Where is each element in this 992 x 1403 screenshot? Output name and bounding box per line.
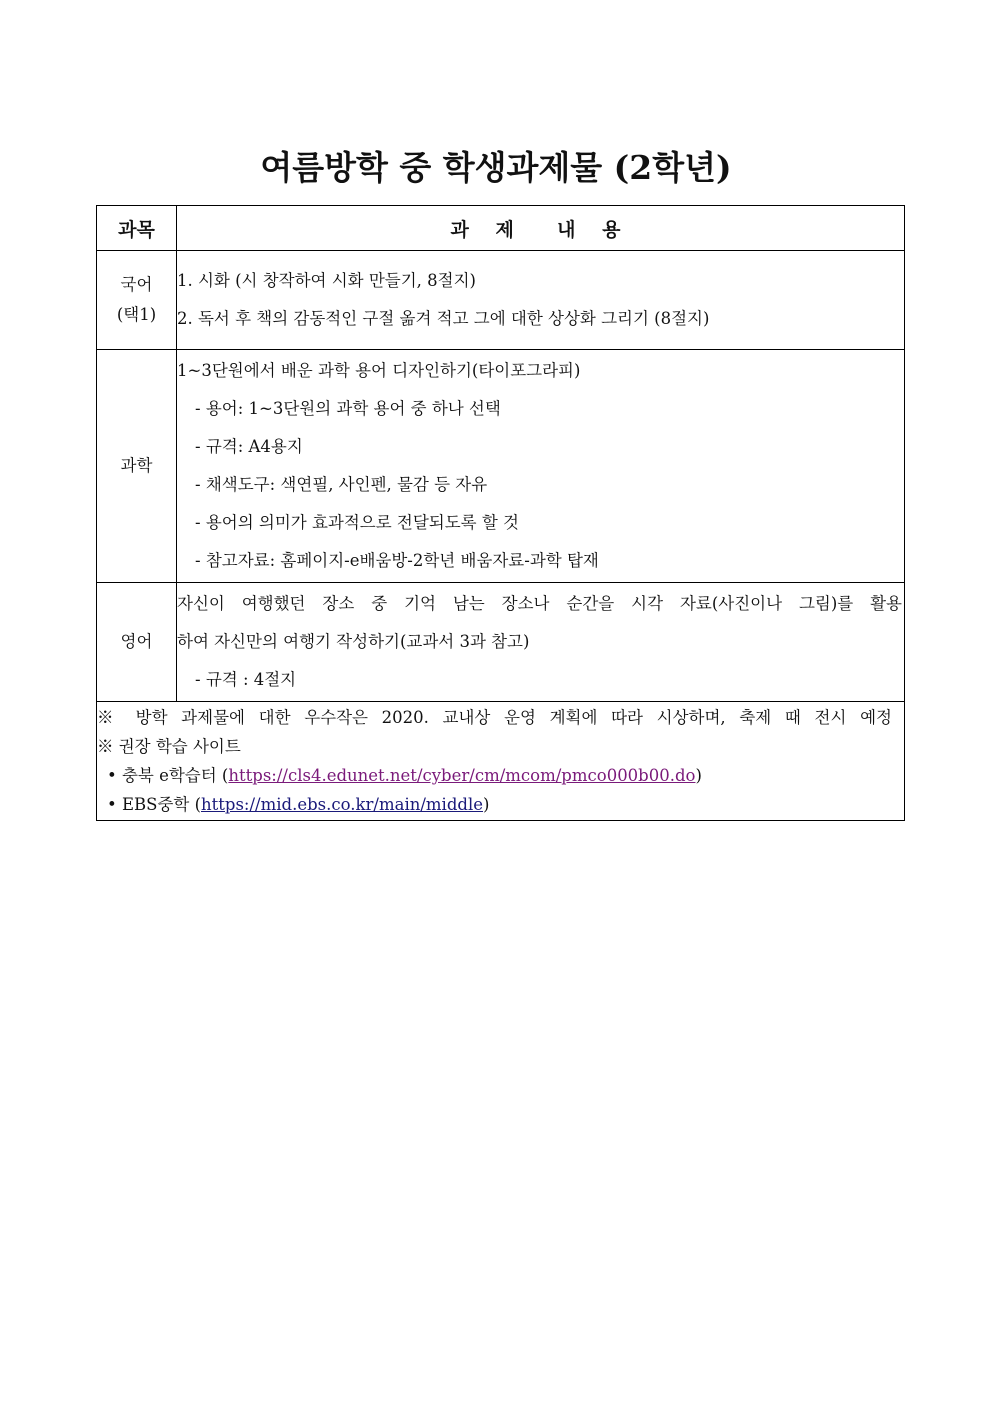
header-subject: 과목: [97, 206, 177, 251]
content-cell: [177, 251, 905, 350]
subject-cell: [97, 251, 177, 350]
content-line: 1~3단원에서 배운 과학 용어 디자인하기(타이포그라피): [177, 361, 581, 380]
content-cell: [177, 583, 905, 702]
header-content: 과 제 내 용: [177, 206, 905, 251]
table-row-korean: [97, 251, 905, 350]
content-line: - 규격 : 4절지: [195, 670, 297, 689]
site-item: [97, 761, 904, 790]
notes-line: ※ 권장 학습 사이트: [97, 737, 241, 756]
subject-cell: [97, 350, 177, 583]
subject-label: 영어: [120, 632, 153, 651]
content-line: 1. 시화 (시 창작하여 시화 만들기, 8절지): [177, 271, 476, 290]
subject-note: (택1): [116, 305, 157, 324]
assignment-table: [96, 205, 905, 821]
subject-cell: [97, 583, 177, 702]
site-item: [97, 790, 904, 819]
content-cell: [177, 350, 905, 583]
notes-line: ※ 방학 과제물에 대한 우수작은 2020. 교내상 운영 계획에 따라 시상하며, 축제 때 전시 예정: [97, 708, 892, 727]
table-header-row: [97, 206, 905, 251]
site-label: • 충북 e학습터 (: [107, 766, 229, 785]
content-line: 2. 독서 후 책의 감동적인 구절 옮겨 적고 그에 대한 상상화 그리기 (8절지): [177, 309, 710, 328]
notes-cell: [97, 702, 905, 821]
content-line: - 참고자료: 홈페이지-e배움방-2학년 배움자료-과학 탑재: [195, 551, 599, 570]
subject-label: 과학: [120, 456, 153, 475]
content-line: 하여 자신만의 여행기 작성하기(교과서 3과 참고): [177, 632, 530, 651]
table-row-notes: [97, 702, 905, 821]
content-line: 자신이 여행했던 장소 중 기억 남는 장소나 순간을 시각 자료(사진이나 그림)를 활용: [177, 594, 902, 613]
site-label: • EBS중학 (: [107, 795, 202, 814]
content-line: - 규격: A4용지: [195, 437, 303, 456]
content-line: - 채색도구: 색연필, 사인펜, 물감 등 자유: [195, 475, 488, 494]
table-row-science: [97, 350, 905, 583]
page-title: 여름방학 중 학생과제물 (2학년): [260, 148, 732, 187]
site-link-edunet[interactable]: https://cls4.edunet.net/cyber/cm/mcom/pmco000b00.do: [228, 766, 696, 785]
site-close-paren: ): [483, 795, 490, 814]
content-line: - 용어: 1~3단원의 과학 용어 중 하나 선택: [195, 399, 501, 418]
subject-label: 국어: [120, 275, 153, 294]
content-line: - 용어의 의미가 효과적으로 전달되도록 할 것: [195, 513, 519, 532]
site-link-ebs[interactable]: https://mid.ebs.co.kr/main/middle: [201, 795, 483, 814]
table-row-english: [97, 583, 905, 702]
site-close-paren: ): [695, 766, 702, 785]
